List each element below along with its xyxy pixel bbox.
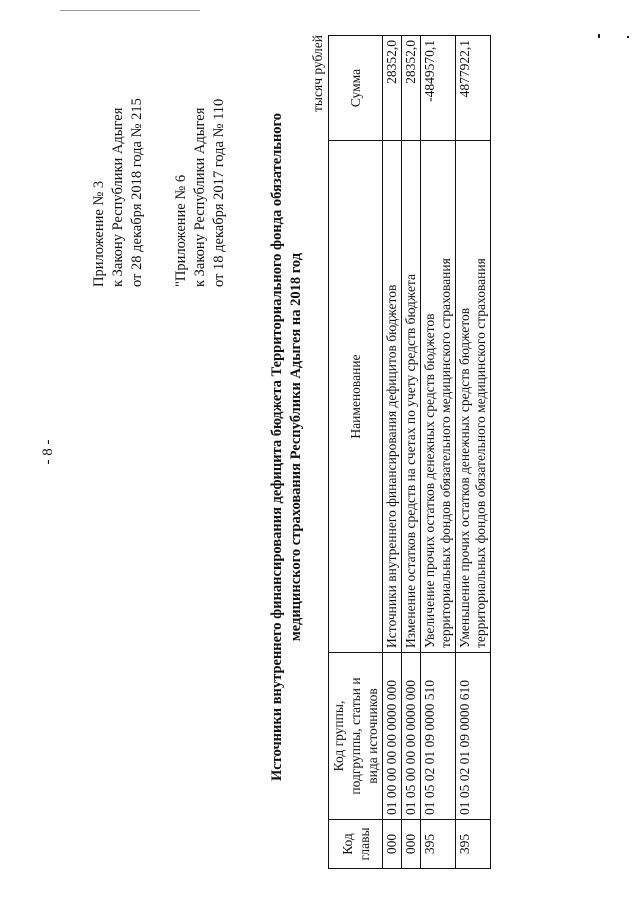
cell-amount: 4877922,1	[456, 36, 491, 141]
cell-code: 01 05 02 01 09 0000 510	[421, 653, 456, 820]
cell-name: Уменьшение прочих остатков денежных средств бюджетов территориальных фондов обязательного медицинского страхования	[456, 141, 491, 653]
appendix-3-line3: от 28 декабря 2018 года № 215	[129, 98, 145, 287]
header-source-code: Код группы, подгруппы, статьи и вида источников	[329, 653, 383, 820]
table-row	[402, 36, 421, 869]
title-line1: Источники внутреннего финансирования дефицита бюджета Территориального фонда обязательного	[269, 112, 285, 782]
cell-amount: 28352,0	[402, 36, 421, 141]
appendix-3-line1: Приложение № 3	[91, 180, 107, 287]
cell-amount: 28352,0	[383, 36, 402, 141]
appendix-6-block	[172, 99, 229, 287]
cell-name: Увеличение прочих остатков денежных средств бюджетов территориальных фондов обязательного медицинского страхования	[421, 141, 456, 653]
cell-chapter: 395	[456, 820, 491, 869]
cell-chapter: 000	[383, 820, 402, 869]
cell-name: Изменение остатков средств на счетах по учету средств бюджета	[402, 141, 421, 653]
table-row	[456, 36, 491, 869]
appendix-6-line3: от 18 декабря 2017 года № 110	[211, 98, 227, 287]
appendix-3-line2: к Закону Республики Адыгея	[110, 107, 126, 287]
page-number: - 8 -	[40, 439, 56, 465]
cell-code: 01 00 00 00 00 0000 000	[383, 653, 402, 820]
cell-name: Источники внутреннего финансирования дефицитов бюджетов	[383, 141, 402, 653]
appendix-3-block	[90, 98, 147, 287]
cell-code: 01 05 02 01 09 0000 610	[456, 653, 491, 820]
table-header-row	[329, 36, 383, 869]
cell-chapter: 000	[402, 820, 421, 869]
appendix-6-line2: к Закону Республики Адыгея	[192, 107, 208, 287]
appendix-6-line1: "Приложение № 6	[173, 174, 189, 287]
header-name: Наименование	[329, 141, 383, 653]
header-chapter-code: Код главы	[329, 820, 383, 869]
cell-chapter: 395	[421, 820, 456, 869]
table-row	[421, 36, 456, 869]
cell-code: 01 05 00 00 00 0000 000	[402, 653, 421, 820]
table-row	[383, 36, 402, 869]
header-amount: Сумма	[329, 36, 383, 141]
title-line2: медицинского страхования Республики Адыгея на 2018 год	[288, 252, 304, 642]
document-title	[268, 37, 306, 857]
cell-amount: -4849570,1	[421, 36, 456, 141]
unit-label: тысяч рублей	[310, 35, 325, 112]
financing-sources-table	[328, 35, 491, 869]
rotated-document-page	[10, 7, 630, 897]
